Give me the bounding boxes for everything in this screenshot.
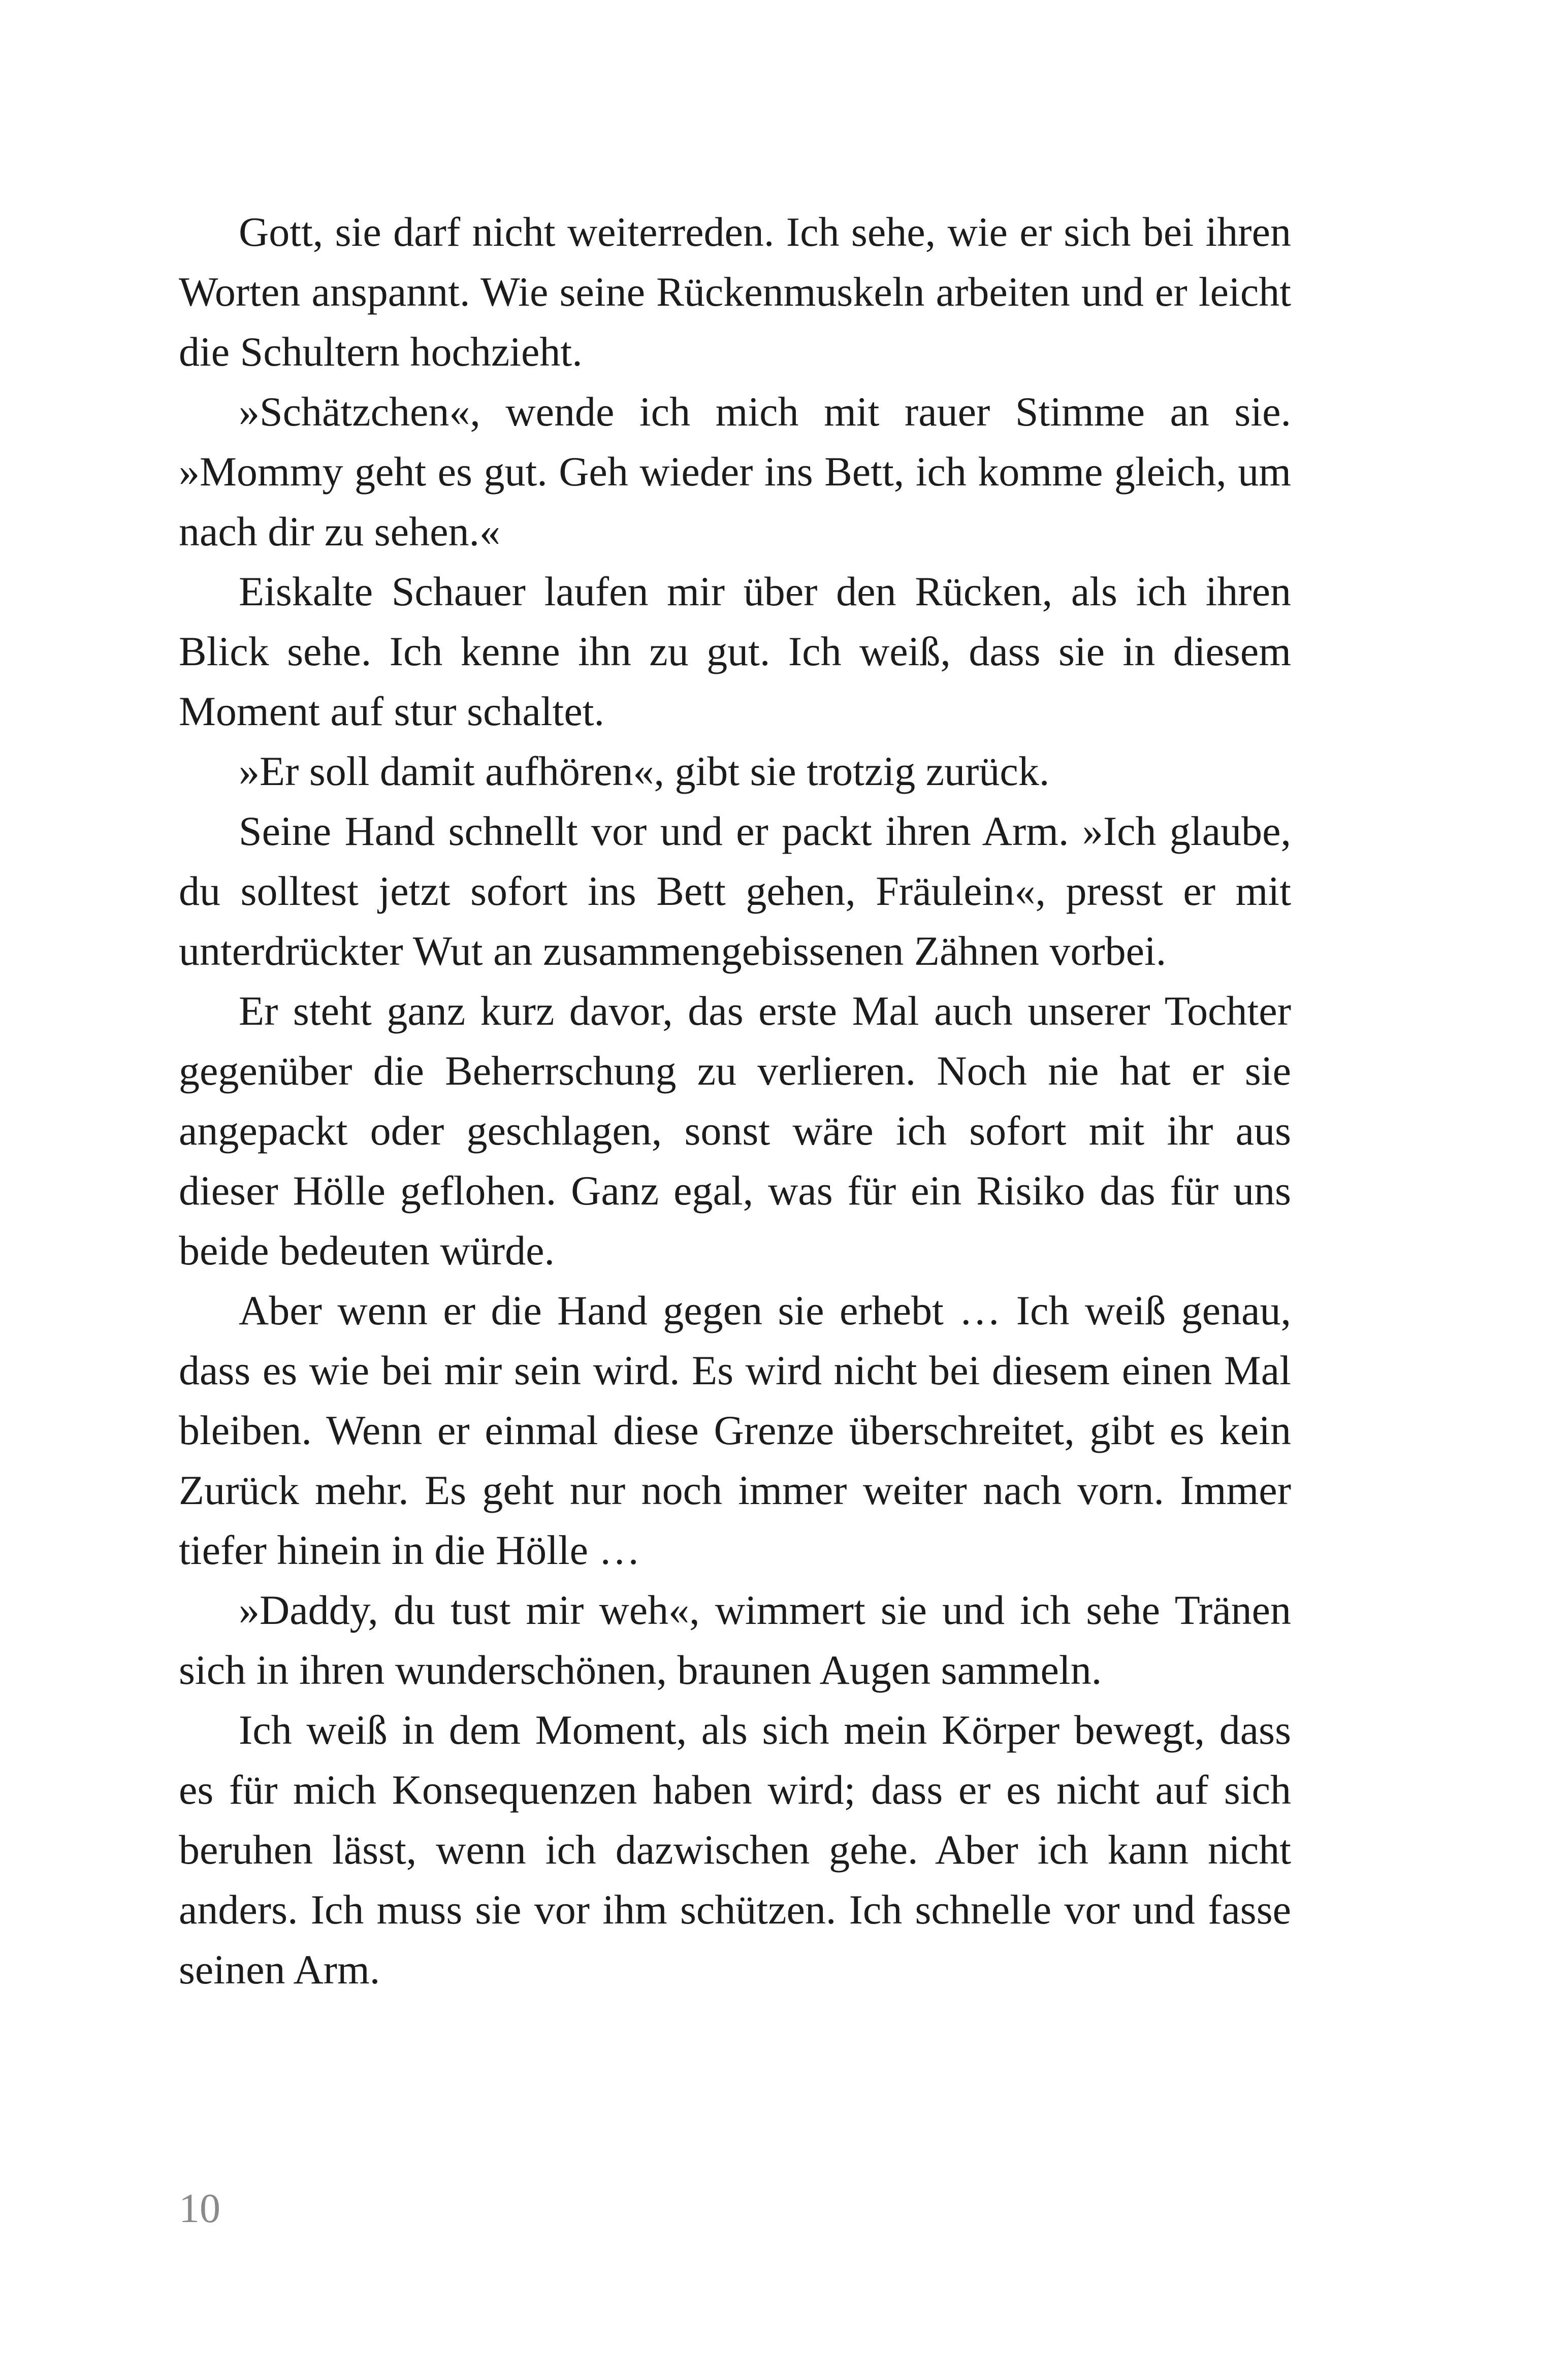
paragraph-2: »Schätzchen«, wende ich mich mit rauer Stimme an sie. »Mommy geht es gut. Geh wieder ins Bett, ich komme gleich, um nach dir zu sehen.«: [179, 388, 1291, 555]
paragraph-4: »Er soll damit aufhören«, gibt sie trotzig zurück.: [239, 748, 1050, 794]
paragraph-3: Eiskalte Schauer laufen mir über den Rücken, als ich ihren Blick sehe. Ich kenne ihn zu gut. Ich weiß, dass sie in diesem Moment auf stur schaltet.: [179, 568, 1291, 734]
paragraph-9: Ich weiß in dem Moment, als sich mein Körper bewegt, dass es für mich Konsequenzen haben wird; dass er es nicht auf sich beruhen lässt, wenn ich dazwischen gehe. Aber ich kann nicht anders. Ich muss sie vor ihm schützen. Ich schnelle vor und fasse seinen Arm.: [179, 1707, 1291, 1993]
page-number: 10: [179, 2185, 220, 2231]
paragraph-1: Gott, sie darf nicht weiterreden. Ich sehe, wie er sich bei ihren Worten anspannt. Wie seine Rückenmuskeln arbeiten und er leicht die Schultern hochzieht.: [179, 209, 1291, 375]
paragraph-6: Er steht ganz kurz davor, das erste Mal auch unserer Tochter gegenüber die Beherrschung zu verlieren. Noch nie hat er sie angepackt oder geschlagen, sonst wäre ich sofort mit ihr aus dieser Hölle geflohen. Ganz egal, was für ein Risiko das für uns beide bedeuten würde.: [179, 988, 1291, 1274]
paragraph-8: »Daddy, du tust mir weh«, wimmert sie und ich sehe Tränen sich in ihren wunderschönen, braunen Augen sammeln.: [179, 1587, 1291, 1693]
paragraph-5: Seine Hand schnellt vor und er packt ihren Arm. »Ich glaube, du solltest jetzt sofort ins Bett gehen, Fräulein«, presst er mit unterdrückter Wut an zusammengebissenen Zähnen vorbei.: [179, 808, 1291, 974]
paragraph-7: Aber wenn er die Hand gegen sie erhebt … Ich weiß genau, dass es wie bei mir sein wird. Es wird nicht bei diesem einen Mal bleiben. Wenn er einmal diese Grenze überschreitet, gibt es kein Zurück mehr. Es geht nur noch immer weiter nach vorn. Immer tiefer hinein in die Hölle …: [179, 1287, 1291, 1573]
body-text: [179, 202, 1291, 2000]
